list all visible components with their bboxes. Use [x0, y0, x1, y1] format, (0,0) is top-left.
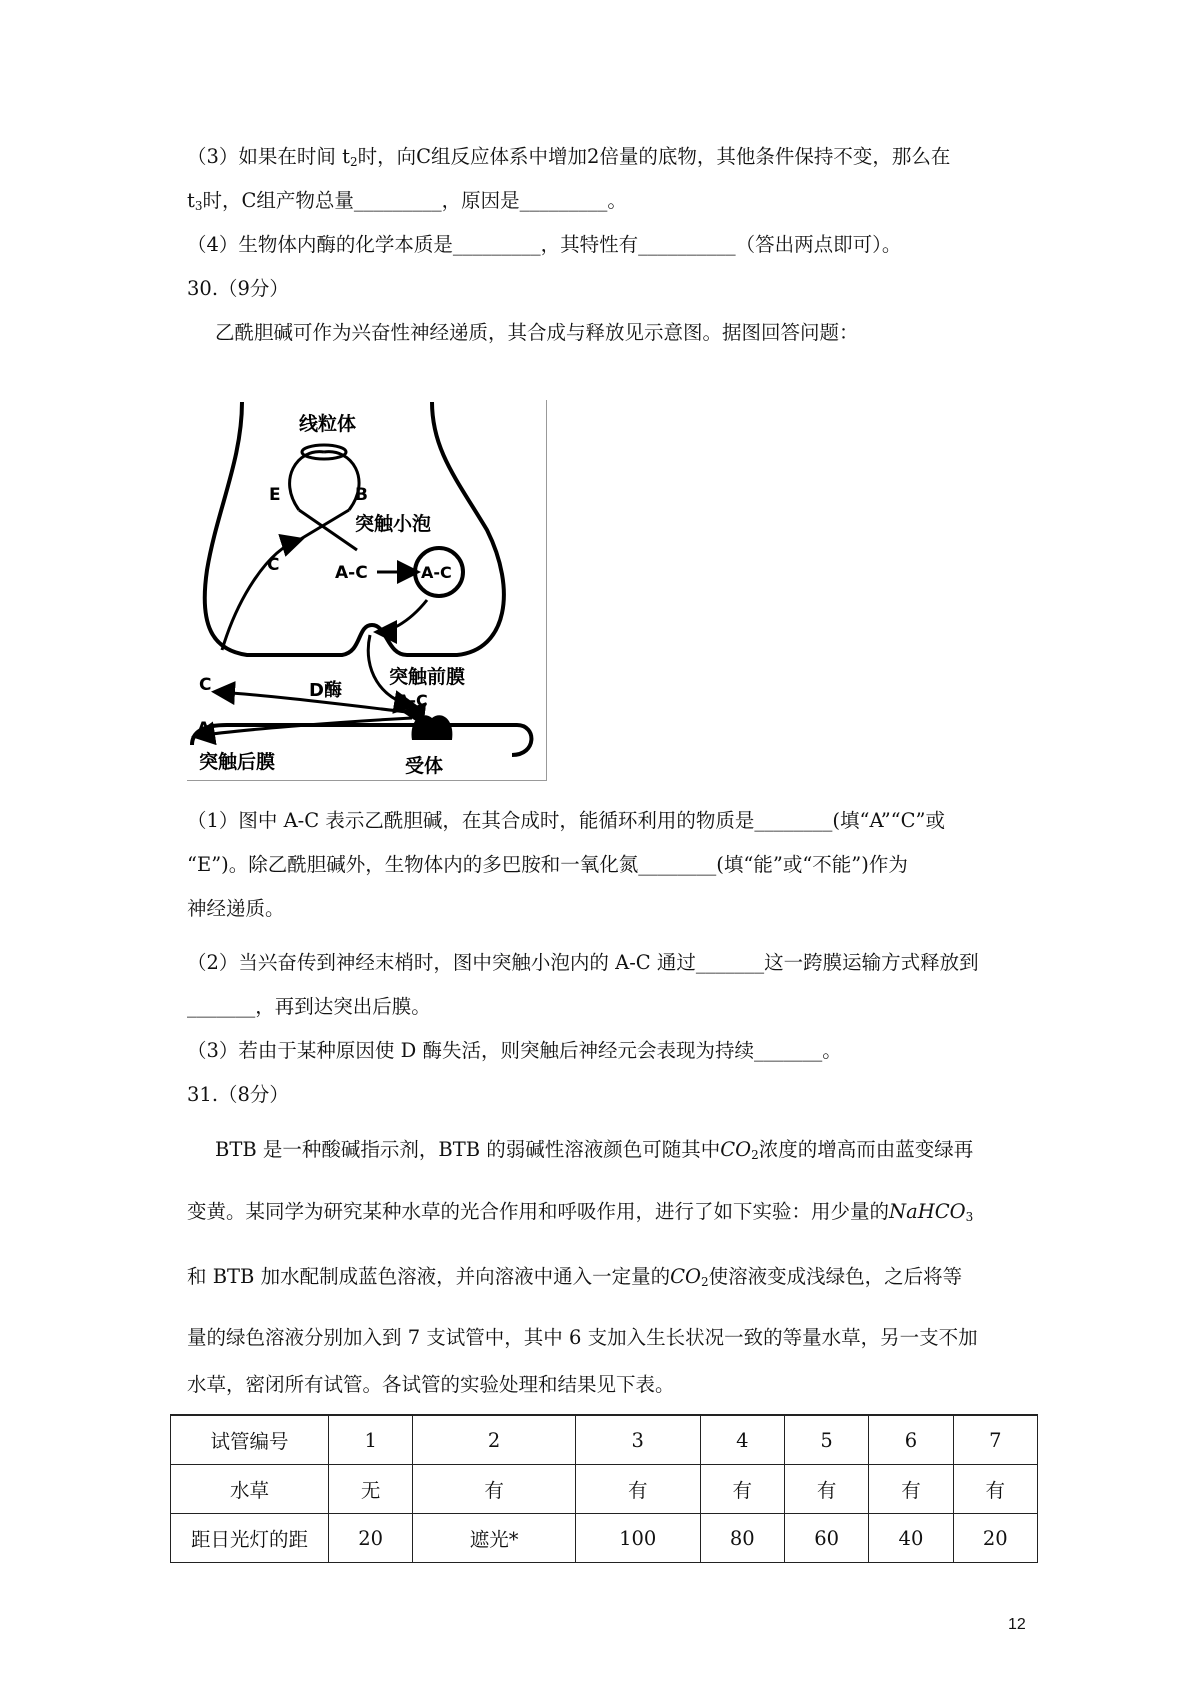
- q31-para-line4: 量的绿色溶液分别加入到 7 支试管中，其中 6 支加入生长状况一致的等量水草，另一支不加: [187, 1326, 978, 1349]
- table-cell: 水草: [171, 1465, 329, 1514]
- label-c-upper: C: [267, 555, 280, 575]
- table-row: [171, 1465, 1038, 1514]
- table-cell: 4: [700, 1415, 784, 1465]
- label-b: B: [355, 485, 368, 505]
- table-cell: 有: [575, 1465, 700, 1514]
- q31-para-line5: 水草，密闭所有试管。各试管的实验处理和结果见下表。: [187, 1373, 675, 1396]
- label-vesicle: 突触小泡: [355, 513, 432, 535]
- label-c-lower: C: [199, 675, 212, 695]
- c-to-cycle-arrow: [222, 540, 299, 650]
- label-e: E: [269, 485, 281, 505]
- table-row: [171, 1415, 1038, 1465]
- table-cell: 3: [575, 1415, 700, 1465]
- table-cell: 2: [413, 1415, 575, 1465]
- label-receptor: 受体: [405, 755, 444, 777]
- q30-part3: （3）若由于某种原因使 D 酶失活，则突触后神经元会表现为持续_______。: [187, 1039, 842, 1062]
- table-cell: 遮光*: [413, 1514, 575, 1563]
- label-ac-circle: A-C: [421, 563, 452, 582]
- q30-part2-line2: _______，再到达突出后膜。: [187, 995, 431, 1018]
- text-segment: 使溶液变成浅绿色，之后将等: [708, 1265, 963, 1288]
- q29-part4: （4）生物体内酶的化学本质是_________，其特性有__________（答出两点即可）。: [187, 233, 902, 256]
- table-cell: 100: [575, 1514, 700, 1563]
- text-segment: BTB 是一种酸碱指示剂，BTB 的弱碱性溶液颜色可随其中: [215, 1138, 721, 1161]
- experiment-table: [170, 1414, 1038, 1563]
- label-postsynaptic: 突触后膜: [199, 751, 276, 773]
- formula: NaHCO: [889, 1200, 966, 1223]
- q30-part1-line3: 神经递质。: [187, 897, 285, 920]
- mitochondria-cycle-left: [290, 452, 324, 510]
- q30-part1-line1: （1）图中 A-C 表示乙酰胆碱，在其合成时，能循环利用的物质是________(填“A”“C”或: [187, 809, 946, 832]
- table-cell: 距日光灯的距: [171, 1514, 329, 1563]
- table-cell: 有: [413, 1465, 575, 1514]
- q30-heading: 30.（9分）: [187, 277, 289, 300]
- table-row: [171, 1514, 1038, 1563]
- q30-intro: 乙酰胆碱可作为兴奋性神经递质，其合成与释放见示意图。据图回答问题：: [215, 321, 859, 344]
- table-cell: 有: [953, 1465, 1037, 1514]
- cycle-cross-lines: [299, 510, 357, 550]
- vesicle-to-membrane-arrow: [379, 600, 427, 632]
- q30-part2-line1: （2）当兴奋传到神经末梢时，图中突触小泡内的 A-C 通过_______这一跨膜运输方式释放到: [187, 951, 979, 974]
- table-cell: 60: [784, 1514, 868, 1563]
- label-ac-arrow: A-C: [335, 563, 368, 583]
- text-segment: t: [187, 189, 195, 212]
- table-cell: 6: [869, 1415, 953, 1465]
- table-cell: 5: [784, 1415, 868, 1465]
- label-a: A: [197, 719, 211, 739]
- q29-part3-line2: [187, 186, 627, 221]
- q31-para-line3: [187, 1262, 962, 1297]
- text-segment: 变黄。某同学为研究某种水草的光合作用和呼吸作用，进行了如下实验：用少量的: [187, 1200, 890, 1223]
- label-ac-cleft: A-C: [397, 691, 428, 710]
- table-cell: 7: [953, 1415, 1037, 1465]
- formula: CO: [670, 1265, 701, 1288]
- synapse-diagram: [187, 400, 547, 781]
- table-cell: 有: [784, 1465, 868, 1514]
- text-segment: （3）如果在时间 t: [187, 145, 350, 168]
- text-segment: 浓度的增高而由蓝变绿再: [758, 1138, 974, 1161]
- table-cell: 20: [329, 1514, 413, 1563]
- table-cell: 有: [869, 1465, 953, 1514]
- mitochondria-cycle-right: [324, 452, 359, 510]
- receptor-shape: [412, 715, 453, 740]
- q30-part1-line2: “E”)。除乙酰胆碱外，生物体内的多巴胺和一氧化氮________(填“能”或“不能”)作为: [187, 853, 908, 876]
- subscript: 2: [751, 1148, 759, 1162]
- table-cell: 有: [700, 1465, 784, 1514]
- label-d-enzyme: D酶: [309, 680, 342, 701]
- table-cell: 40: [869, 1514, 953, 1563]
- table-cell: 80: [700, 1514, 784, 1563]
- subscript: 3: [965, 1210, 974, 1224]
- synapse-diagram-svg: [187, 400, 546, 780]
- q29-part3-line1: [187, 142, 950, 177]
- formula: CO: [720, 1138, 752, 1161]
- page-number: 12: [1008, 1616, 1026, 1633]
- text-segment: 时，向C组反应体系中增加2倍量的底物，其他条件保持不变，那么在: [357, 145, 951, 168]
- label-mitochondria: 线粒体: [299, 413, 357, 435]
- table-cell: 无: [329, 1465, 413, 1514]
- table-cell: 1: [329, 1415, 413, 1465]
- subscript: 2: [701, 1275, 709, 1289]
- subscript: 3: [194, 199, 203, 213]
- q31-para-line2: [187, 1197, 973, 1232]
- q31-para-line1: [215, 1135, 973, 1170]
- label-presynaptic: 突触前膜: [389, 666, 466, 688]
- table-cell: 试管编号: [171, 1415, 329, 1465]
- q31-heading: 31.（8分）: [187, 1083, 289, 1106]
- table-cell: 20: [953, 1514, 1037, 1563]
- text-segment: 时，C组产物总量_________，原因是_________。: [202, 189, 627, 212]
- subscript: 2: [349, 155, 358, 169]
- text-segment: 和 BTB 加水配制成蓝色溶液，并向溶液中通入一定量的: [187, 1265, 671, 1288]
